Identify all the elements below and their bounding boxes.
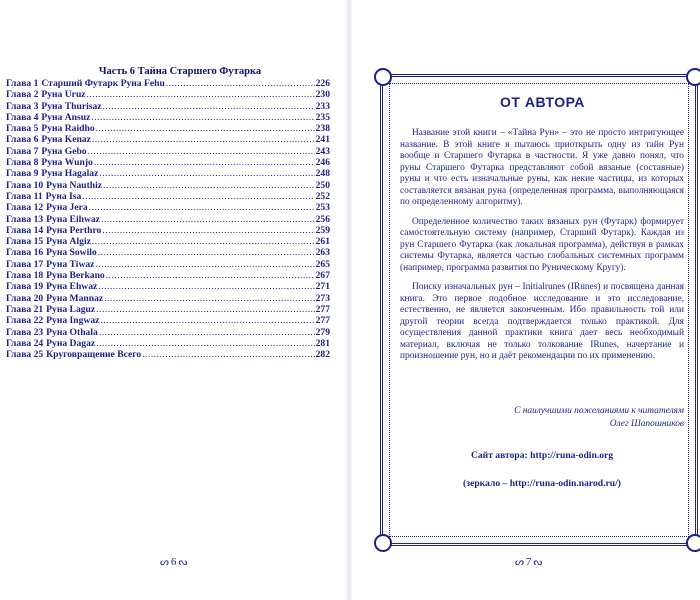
toc-chapter-title: Руна Isa <box>45 190 82 202</box>
toc-chapter-label: Глава 6 <box>6 134 39 146</box>
toc-chapter-title: Руна Thurisaz <box>41 100 102 112</box>
toc-chapter-title: Руна Kenaz <box>41 134 91 146</box>
toc-chapter-title: Старший Футарк Руна Fehu <box>41 78 165 89</box>
toc-chapter-label: Глава 7 <box>6 145 39 157</box>
toc-page-number: 250 <box>315 179 330 191</box>
toc-leader-dots <box>96 304 314 315</box>
toc-entry <box>6 191 330 202</box>
toc-chapter-label: Глава 4 <box>6 111 39 123</box>
toc-chapter-title: Руна Ansuz <box>41 111 91 123</box>
toc-chapter-label: Глава 5 <box>6 123 39 135</box>
toc-chapter-label: Глава 14 <box>6 224 44 236</box>
ornament-icon: ᔕ <box>515 556 524 568</box>
toc-chapter-title: Руна Dagaz <box>46 337 96 349</box>
toc-page-number: 256 <box>315 213 330 225</box>
left-page <box>0 0 345 600</box>
page-number-left <box>160 556 187 568</box>
toc-chapter-title: Руна Eihwaz <box>46 213 100 225</box>
toc-entry <box>6 112 330 123</box>
toc-entry <box>6 123 330 134</box>
knot-corner-icon <box>686 534 700 552</box>
toc-chapter-label: Глава 19 <box>6 281 44 293</box>
toc-leader-dots <box>96 123 315 134</box>
signature-name: Олег Шапошников <box>609 418 684 429</box>
toc-leader-dots <box>99 168 314 179</box>
toc-leader-dots <box>98 247 315 258</box>
preface-paragraph: Поиску изначальных рун – Initialrunes (IRunes) и посвящена данная книга. Это первое подобное исследование и это исследование, естественно, не является законченным. Ибо правильность той или другой теории всегда подтверждается только практикой. Для осуществления данной практики книга дает весь необходимый материал, включая не только толкование IRunes, начертание и произношение рун, но и даёт рекомендации по их применению. <box>400 282 684 361</box>
toc-entry <box>6 157 330 168</box>
toc-chapter-title: Руна Berkano <box>46 270 105 282</box>
preface-paragraph: Название этой книги – «Тайна Рун» – это не просто интригующее название. В этой книге я пытаюсь приоткрыть одну из тайн Рун вообще и Старшего Футарка в частности. Я уже давно понял, что руны Старшего Футарка представляют собой вязаные (составные) руны и что есть изначальные руны, как некие частицы, из которых составляется вязаная руна (определенная программа, выполняющаяся по определенному алгоритму). <box>400 128 684 207</box>
author-site-link[interactable]: Сайт автора: http://runa-odin.org <box>470 450 614 461</box>
knot-corner-icon <box>374 534 392 552</box>
toc-leader-dots <box>89 202 315 213</box>
knot-corner-icon <box>374 68 392 86</box>
toc-chapter-title: Руна Uruz <box>41 89 86 101</box>
toc-entry <box>6 349 330 360</box>
toc-chapter-title: Руна Sowilo <box>46 247 97 259</box>
toc-entry <box>6 293 330 304</box>
toc-page-number: 252 <box>315 190 330 202</box>
toc-leader-dots <box>103 180 315 191</box>
toc-entry <box>6 78 330 89</box>
toc-entry <box>6 89 330 100</box>
toc-leader-dots <box>103 101 315 112</box>
toc-leader-dots <box>106 270 315 281</box>
preface-title: ОТ АВТОРА <box>500 94 585 110</box>
toc-entry <box>6 146 330 157</box>
toc-leader-dots <box>82 191 314 202</box>
toc-leader-dots <box>95 259 314 270</box>
knot-corner-icon <box>686 68 700 86</box>
toc-chapter-label: Глава 21 <box>6 303 44 315</box>
toc-chapter-title: Руна Wunjo <box>41 157 93 169</box>
toc-entry <box>6 214 330 225</box>
toc-page-number: 282 <box>315 349 330 361</box>
ornament-icon: ᔓ <box>533 556 543 568</box>
toc-page-number: 230 <box>315 89 330 101</box>
table-of-contents <box>6 78 330 360</box>
toc-page-number: 253 <box>315 202 330 214</box>
toc-leader-dots <box>98 281 314 292</box>
toc-chapter-label: Глава 16 <box>6 247 44 259</box>
toc-entry <box>6 134 330 145</box>
toc-chapter-label: Глава 2 <box>6 89 39 101</box>
toc-leader-dots <box>102 225 314 236</box>
toc-chapter-label: Глава 25 <box>6 349 44 361</box>
toc-page-number: 263 <box>315 247 330 259</box>
toc-page-number: 281 <box>315 337 330 349</box>
toc-heading: Часть 6 Тайна Старшего Футарка <box>98 66 262 77</box>
toc-chapter-label: Глава 17 <box>6 258 44 270</box>
toc-entry <box>6 259 330 270</box>
toc-leader-dots <box>166 78 315 89</box>
page-number-value: 6 <box>170 556 177 568</box>
toc-chapter-title: Руна Perthro <box>46 224 102 236</box>
toc-chapter-label: Глава 22 <box>6 315 44 327</box>
mirror-site-link[interactable]: (зеркало – http://runa-odin.narod.ru/) <box>463 478 621 489</box>
toc-chapter-label: Глава 18 <box>6 270 44 282</box>
toc-leader-dots <box>91 112 314 123</box>
toc-leader-dots <box>96 338 314 349</box>
toc-entry <box>6 168 330 179</box>
toc-leader-dots <box>88 146 315 157</box>
toc-page-number: 226 <box>315 78 330 89</box>
toc-entry <box>6 101 330 112</box>
toc-chapter-label: Глава 24 <box>6 337 44 349</box>
toc-page-number: 273 <box>315 292 330 304</box>
toc-page-number: 267 <box>315 270 330 282</box>
toc-leader-dots <box>87 89 315 100</box>
toc-chapter-title: Руна Othala <box>46 326 98 338</box>
toc-chapter-label: Глава 9 <box>6 168 39 180</box>
toc-page-number: 277 <box>315 303 330 315</box>
toc-chapter-title: Руна Laguz <box>46 303 96 315</box>
ornament-icon: ᔕ <box>160 556 169 568</box>
toc-page-number: 277 <box>315 315 330 327</box>
toc-page-number: 271 <box>315 281 330 293</box>
toc-page-number: 279 <box>315 326 330 338</box>
toc-leader-dots <box>92 134 315 145</box>
toc-entry <box>6 304 330 315</box>
toc-chapter-title: Руна Ingwaz <box>46 315 100 327</box>
author-signature <box>400 405 684 430</box>
toc-page-number: 235 <box>315 111 330 123</box>
toc-page-number: 246 <box>315 157 330 169</box>
toc-chapter-title: Руна Gebo <box>41 145 87 157</box>
toc-entry <box>6 338 330 349</box>
toc-entry <box>6 327 330 338</box>
toc-chapter-title: Руна Hagalaz <box>41 168 99 180</box>
signature-greeting: С наилучшими пожеланиями к читателям <box>514 406 684 416</box>
toc-leader-dots <box>92 236 315 247</box>
toc-page-number: 265 <box>315 258 330 270</box>
toc-chapter-label: Глава 3 <box>6 100 39 112</box>
toc-leader-dots <box>101 214 315 225</box>
toc-chapter-label: Глава 10 <box>6 179 44 191</box>
toc-page-number: 238 <box>315 123 330 135</box>
toc-chapter-label: Глава 15 <box>6 236 44 248</box>
toc-chapter-label: Глава 11 <box>6 190 43 202</box>
toc-chapter-label: Глава 1 <box>6 78 39 89</box>
toc-leader-dots <box>104 293 314 304</box>
toc-leader-dots <box>142 349 314 360</box>
toc-page-number: 259 <box>315 224 330 236</box>
toc-chapter-label: Глава 23 <box>6 326 44 338</box>
toc-leader-dots <box>100 315 314 326</box>
toc-page-number: 261 <box>315 236 330 248</box>
toc-chapter-title: Руна Jera <box>46 202 88 214</box>
toc-chapter-title: Руна Nauthiz <box>46 179 103 191</box>
page-number-right <box>515 556 542 568</box>
toc-leader-dots <box>99 327 315 338</box>
page-number-value: 7 <box>525 556 532 568</box>
toc-entry <box>6 236 330 247</box>
preface-body <box>400 128 684 371</box>
toc-page-number: 248 <box>315 168 330 180</box>
toc-chapter-label: Глава 8 <box>6 157 39 169</box>
toc-entry <box>6 225 330 236</box>
toc-entry <box>6 180 330 191</box>
toc-entry <box>6 270 330 281</box>
toc-entry <box>6 247 330 258</box>
toc-chapter-title: Руна Raidho <box>41 123 95 135</box>
toc-entry <box>6 281 330 292</box>
toc-entry <box>6 315 330 326</box>
toc-page-number: 243 <box>315 145 330 157</box>
toc-leader-dots <box>94 157 315 168</box>
toc-entry <box>6 202 330 213</box>
preface-paragraph: Определенное количество таких вязаных рун (Футарк) формирует самостоятельную систему (например, Старший Футарк). Каждая из рун Старшего Футарка (как локальная программа), действуя в рамках системы Футарка, является частью глобальных системных программ (например, программа развития по Руническому Кругу). <box>400 216 684 273</box>
toc-chapter-title: Руна Mannaz <box>46 292 104 304</box>
toc-chapter-label: Глава 20 <box>6 292 44 304</box>
toc-chapter-title: Руна Ehwaz <box>46 281 98 293</box>
toc-page-number: 241 <box>315 134 330 146</box>
toc-chapter-title: Руна Algiz <box>46 236 91 248</box>
ornament-icon: ᔓ <box>178 556 188 568</box>
toc-page-number: 233 <box>315 100 330 112</box>
toc-chapter-title: Руна Tiwaz <box>46 258 95 270</box>
toc-chapter-label: Глава 12 <box>6 202 44 214</box>
toc-chapter-label: Глава 13 <box>6 213 44 225</box>
toc-chapter-title: Круговращение Всего <box>46 349 142 361</box>
